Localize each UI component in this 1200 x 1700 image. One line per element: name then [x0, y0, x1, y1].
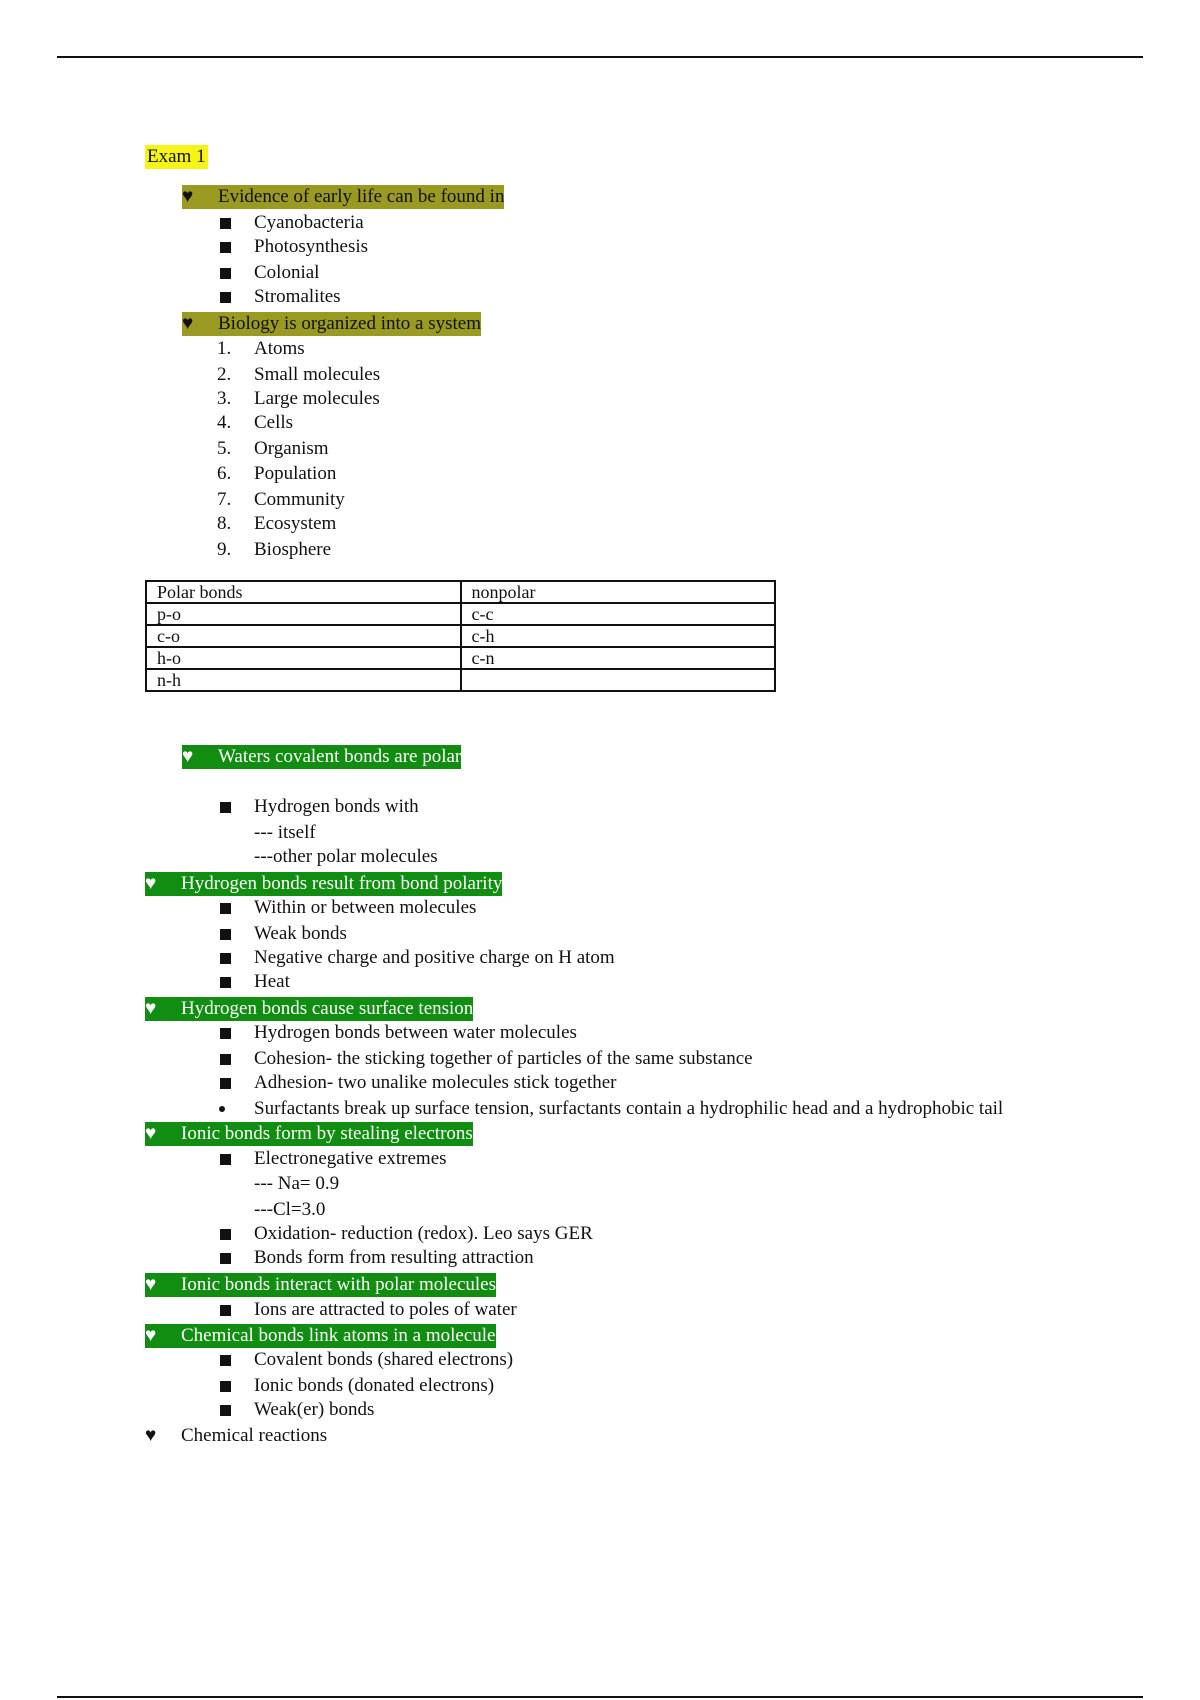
section-heading: [145, 1273, 496, 1297]
item-text: Photosynthesis: [254, 236, 369, 257]
heart-icon: ♥: [145, 1123, 157, 1144]
square-bullet-icon: [220, 1054, 231, 1065]
heart-icon: ♥: [182, 313, 194, 334]
table-cell: p-o: [146, 603, 461, 625]
bond-table: [145, 580, 776, 692]
square-bullet-icon: [220, 1405, 231, 1416]
heading-text: Chemical reactions: [181, 1425, 328, 1446]
section-heading: [145, 1122, 473, 1146]
table-header-cell: nonpolar: [461, 581, 776, 603]
section-heading: [182, 185, 504, 209]
list-number: 3.: [217, 388, 232, 409]
item-text: Biosphere: [254, 539, 332, 560]
square-bullet-icon: [220, 903, 231, 914]
square-bullet-icon: [220, 1355, 231, 1366]
square-bullet-icon: [220, 1253, 231, 1264]
section-heading: [182, 745, 461, 769]
heart-icon: ♥: [182, 746, 194, 767]
table-cell: n-h: [146, 669, 461, 691]
table-cell: c-n: [461, 647, 776, 669]
item-text: Weak bonds: [254, 923, 347, 944]
section-heading: [145, 872, 502, 896]
heart-icon: ♥: [145, 1274, 157, 1295]
square-bullet-icon: [220, 268, 231, 279]
item-text: Oxidation- reduction (redox). Leo says GER: [254, 1223, 593, 1244]
item-text: Covalent bonds (shared electrons): [254, 1349, 514, 1370]
list-number: 5.: [217, 438, 232, 459]
table-row: [146, 603, 775, 625]
table-cell: c-h: [461, 625, 776, 647]
item-text: Electronegative extremes: [254, 1148, 447, 1169]
item-text: Colonial: [254, 262, 320, 283]
heart-icon: ♥: [145, 1425, 157, 1446]
item-text: Organism: [254, 438, 329, 459]
item-text: Ionic bonds (donated electrons): [254, 1375, 495, 1396]
heading-text: Evidence of early life can be found in: [218, 186, 505, 207]
item-text: Cohesion- the sticking together of particles of the same substance: [254, 1048, 753, 1069]
sub-item-text: --- Na= 0.9: [254, 1173, 340, 1194]
item-text: Surfactants break up surface tension, surfactants contain a hydrophilic head and a hydrophobic tail: [254, 1098, 1004, 1119]
item-text: Cyanobacteria: [254, 212, 364, 233]
top-rule: [57, 56, 1143, 58]
item-text: Hydrogen bonds with: [254, 796, 419, 817]
item-text: Large molecules: [254, 388, 380, 409]
heading-text: Hydrogen bonds result from bond polarity: [181, 873, 503, 894]
square-bullet-icon: [220, 1381, 231, 1392]
item-text: Population: [254, 463, 337, 484]
square-bullet-icon: [220, 292, 231, 303]
square-bullet-icon: [220, 242, 231, 253]
square-bullet-icon: [220, 218, 231, 229]
item-text: Heat: [254, 971, 290, 992]
list-number: 8.: [217, 513, 232, 534]
square-bullet-icon: [220, 802, 231, 813]
square-bullet-icon: [220, 953, 231, 964]
table-row: [146, 669, 775, 691]
page-title: Exam 1: [147, 146, 206, 167]
heading-text: Biology is organized into a system: [218, 313, 481, 334]
table-cell: h-o: [146, 647, 461, 669]
heading-text: Ionic bonds form by stealing electrons: [181, 1123, 473, 1144]
item-text: Negative charge and positive charge on H atom: [254, 947, 615, 968]
section-heading: [145, 1324, 496, 1348]
square-bullet-icon: [220, 1229, 231, 1240]
item-text: Ions are attracted to poles of water: [254, 1299, 517, 1320]
item-text: Cells: [254, 412, 294, 433]
item-text: Stromalites: [254, 286, 341, 307]
square-bullet-icon: [220, 977, 231, 988]
heading-text: Hydrogen bonds cause surface tension: [181, 998, 474, 1019]
sub-item-text: ---other polar molecules: [254, 846, 438, 867]
table-row: [146, 647, 775, 669]
square-bullet-icon: [220, 1028, 231, 1039]
table-cell: c-o: [146, 625, 461, 647]
square-bullet-icon: [220, 1154, 231, 1165]
item-text: Atoms: [254, 338, 305, 359]
bottom-rule: [57, 1696, 1143, 1698]
table-header-row: [146, 581, 775, 603]
item-text: Within or between molecules: [254, 897, 477, 918]
section-heading: [145, 997, 473, 1021]
item-text: Small molecules: [254, 364, 381, 385]
item-text: Community: [254, 489, 345, 510]
list-number: 4.: [217, 412, 232, 433]
heart-icon: ♥: [182, 186, 194, 207]
item-text: Bonds form from resulting attraction: [254, 1247, 534, 1268]
sub-item-text: --- itself: [254, 822, 316, 843]
heading-text: Ionic bonds interact with polar molecules: [181, 1274, 496, 1295]
section-heading: [145, 1424, 327, 1448]
heart-icon: ♥: [145, 873, 157, 894]
item-text: Adhesion- two unalike molecules stick together: [254, 1072, 617, 1093]
square-bullet-icon: [220, 1078, 231, 1089]
list-number: 9.: [217, 539, 232, 560]
list-number: 1.: [217, 338, 232, 359]
heart-icon: ♥: [145, 1325, 157, 1346]
heading-text: Waters covalent bonds are polar: [218, 746, 462, 767]
section-heading: [182, 312, 481, 336]
square-bullet-icon: [220, 1305, 231, 1316]
item-text: Weak(er) bonds: [254, 1399, 375, 1420]
table-header-cell: Polar bonds: [146, 581, 461, 603]
heart-icon: ♥: [145, 998, 157, 1019]
item-text: Hydrogen bonds between water molecules: [254, 1022, 577, 1043]
list-number: 7.: [217, 489, 232, 510]
table-row: [146, 625, 775, 647]
sub-item-text: ---Cl=3.0: [254, 1199, 326, 1220]
dot-bullet-icon: [219, 1106, 225, 1112]
heading-text: Chemical bonds link atoms in a molecule: [181, 1325, 496, 1346]
list-number: 2.: [217, 364, 232, 385]
item-text: Ecosystem: [254, 513, 337, 534]
table-cell: [461, 669, 776, 691]
square-bullet-icon: [220, 929, 231, 940]
list-number: 6.: [217, 463, 232, 484]
table-cell: c-c: [461, 603, 776, 625]
